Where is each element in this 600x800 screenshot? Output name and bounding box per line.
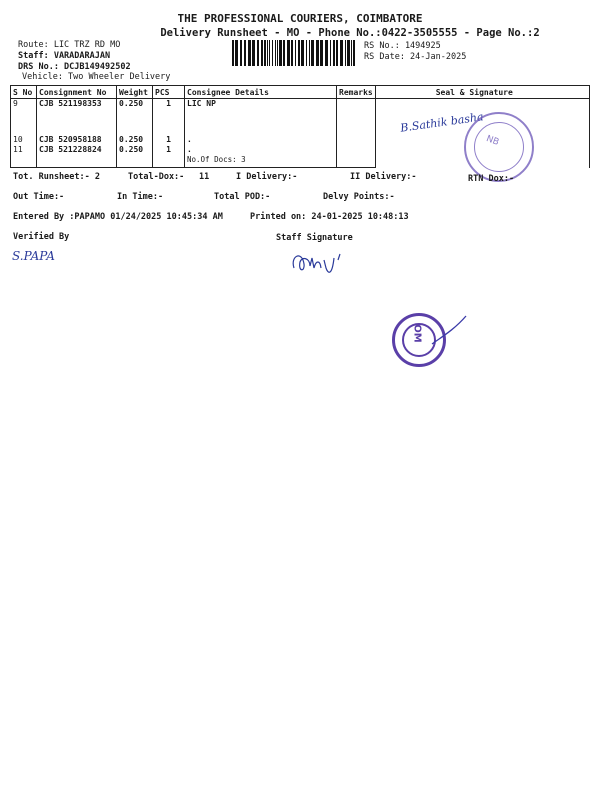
col-pcs: PCS bbox=[153, 86, 185, 99]
receiver-signature: B.Sathik basha bbox=[399, 110, 485, 135]
rs-number: RS No.: 1494925 bbox=[364, 41, 441, 51]
runsheet-subtitle: Delivery Runsheet - MO - Phone No.:0422-3505555 - Page No.:2 bbox=[160, 27, 540, 39]
office-stamp: OM bbox=[392, 313, 446, 367]
table-header-row bbox=[11, 86, 590, 99]
out-time: Out Time:- bbox=[13, 192, 65, 202]
in-time: In Time:- bbox=[117, 192, 164, 202]
total-pod: Total POD:- bbox=[214, 192, 271, 202]
drs-number: DRS No.: DCJB149492502 bbox=[18, 62, 131, 72]
company-title: THE PROFESSIONAL COURIERS, COIMBATORE bbox=[177, 12, 423, 25]
col-sno: S No bbox=[11, 86, 37, 99]
rtn-dox: RTN Dox:- bbox=[468, 174, 515, 184]
col-consignee: Consignee Details bbox=[185, 86, 337, 99]
printed-on: Printed on: 24-01-2025 10:48:13 bbox=[250, 212, 409, 222]
tot-runsheet: Tot. Runsheet:- 2 bbox=[13, 172, 100, 182]
staff-label: Staff: VARADARAJAN bbox=[18, 51, 111, 61]
stamp-initial-stroke bbox=[430, 312, 470, 346]
entered-by: Entered By :PAPAMO 01/24/2025 10:45:34 AM bbox=[13, 212, 223, 222]
barcode bbox=[232, 40, 358, 66]
table-row: 11 CJB 521228824 0.250 1 . No.Of Docs: 3 bbox=[11, 145, 590, 168]
delivery-stamp: NB bbox=[464, 112, 534, 182]
verified-by-label: Verified By bbox=[13, 232, 70, 242]
verifier-signature: S.PAPA bbox=[12, 249, 55, 263]
vehicle-label: Vehicle: Two Wheeler Delivery bbox=[22, 72, 171, 82]
col-consignment: Consignment No bbox=[37, 86, 117, 99]
col-remarks: Remarks bbox=[337, 86, 376, 99]
col-seal: Seal & Signature bbox=[375, 86, 589, 99]
table-row: 9 CJB 521198353 0.250 1 LIC NP bbox=[11, 99, 590, 136]
staff-signature-label: Staff Signature bbox=[276, 233, 353, 243]
total-dox-value: 11 bbox=[199, 172, 210, 182]
staff-signature bbox=[288, 246, 350, 286]
table-row: 10 CJB 520958188 0.250 1 . bbox=[11, 135, 590, 145]
route-label: Route: LIC TRZ RD MO bbox=[18, 40, 121, 50]
rs-date: RS Date: 24-Jan-2025 bbox=[364, 52, 467, 62]
i-delivery: I Delivery:- bbox=[236, 172, 298, 182]
delvy-points: Delvy Points:- bbox=[323, 192, 395, 202]
col-weight: Weight bbox=[117, 86, 153, 99]
ii-delivery: II Delivery:- bbox=[350, 172, 417, 182]
docs-count: No.Of Docs: 3 bbox=[187, 155, 246, 164]
total-dox-label: Total-Dox:- bbox=[128, 172, 185, 182]
